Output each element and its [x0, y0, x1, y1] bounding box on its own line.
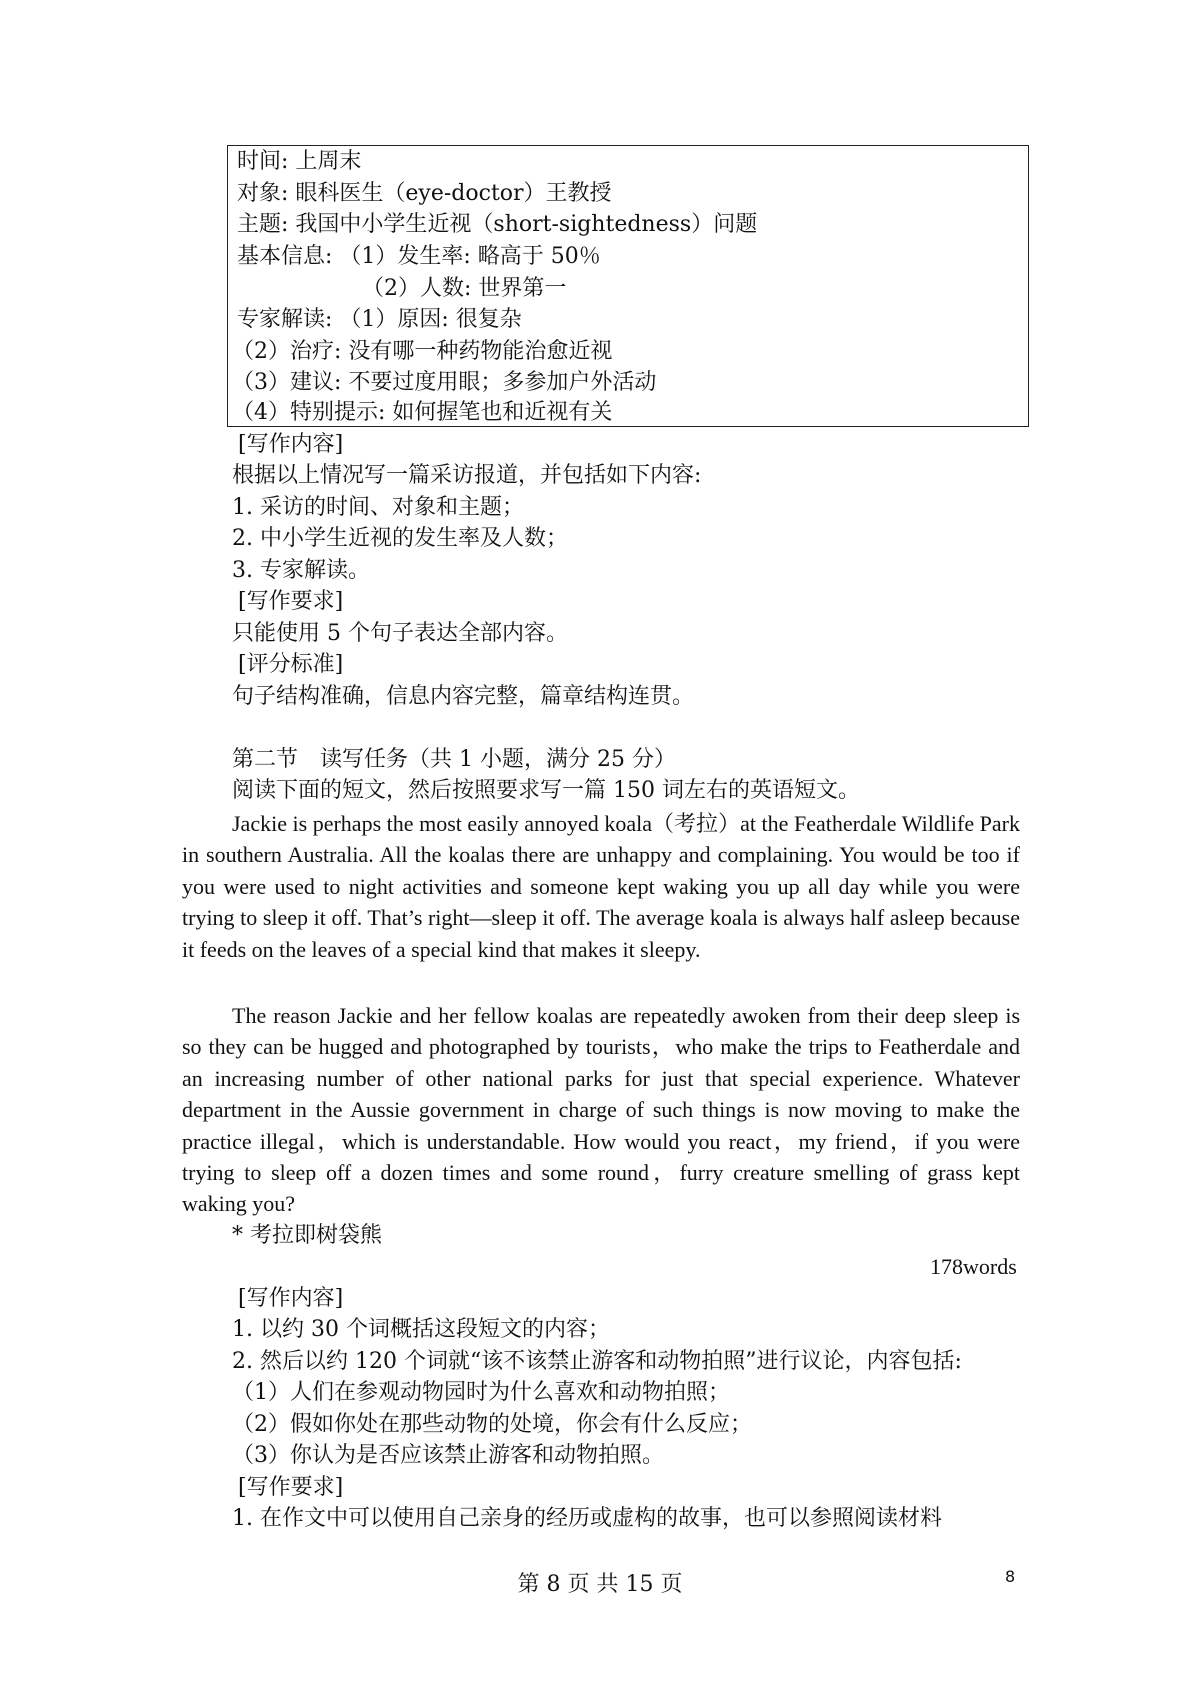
s1-content-item-2: 2. 中小学生近视的发生率及人数；: [232, 526, 568, 551]
s2-content-sub-2: （2）假如你处在那些动物的处境，你会有什么反应；: [232, 1412, 752, 1437]
s2-requirement-heading: [写作要求]: [238, 1475, 344, 1500]
section2-title: 第二节 读写任务（共 1 小题，满分 25 分）: [232, 747, 676, 772]
info-expert-1: 专家解读: （1）原因: 很复杂: [237, 307, 522, 332]
s1-content-item-1: 1. 采访的时间、对象和主题；: [232, 495, 524, 520]
s1-content-item-3: 3. 专家解读。: [232, 558, 370, 583]
s1-content-intro: 根据以上情况写一篇采访报道，并包括如下内容:: [232, 463, 702, 488]
word-count: 178words: [930, 1254, 1017, 1279]
info-basic-2: （2）人数: 世界第一: [362, 276, 567, 301]
s2-requirement-item-1: 1. 在作文中可以使用自己亲身的经历或虚构的故事，也可以参照阅读材料: [232, 1506, 942, 1531]
reading-note: * 考拉即树袋熊: [232, 1223, 382, 1248]
info-expert-3: （3）建议: 不要过度用眼；多参加户外活动: [232, 370, 657, 395]
s2-content-item-1: 1. 以约 30 个词概括这段短文的内容；: [232, 1317, 610, 1342]
info-basic-1: 基本信息: （1）发生率: 略高于 50％: [237, 244, 601, 269]
page-number: 8: [1005, 1567, 1016, 1586]
info-time: 时间: 上周末: [237, 149, 362, 174]
s1-requirement-text: 只能使用 5 个句子表达全部内容。: [232, 621, 568, 646]
info-expert-2: （2）治疗: 没有哪一种药物能治愈近视: [232, 339, 613, 364]
s2-content-sub-1: （1）人们在参观动物园时为什么喜欢和动物拍照；: [232, 1380, 730, 1405]
s1-content-heading: [写作内容]: [238, 432, 344, 457]
info-topic: 主题: 我国中小学生近视（short-sightedness）问题: [237, 212, 758, 237]
s2-content-sub-3: （3）你认为是否应该禁止游客和动物拍照。: [232, 1443, 664, 1468]
info-subject: 对象: 眼科医生（eye-doctor）王教授: [237, 181, 612, 206]
s2-content-item-2: 2. 然后以约 120 个词就“该不该禁止游客和动物拍照”进行议论，内容包括:: [232, 1349, 962, 1374]
s1-requirement-heading: [写作要求]: [238, 589, 344, 614]
s1-criteria-heading: [评分标准]: [238, 652, 344, 677]
reading-paragraph-1: Jackie is perhaps the most easily annoyed koala（考拉）at the Featherdale Wildlife Park in southern Australia. All the koalas there are unhappy and complaining. You would be too if you were used to night activities and someone kept waking you up all day while you were trying to sleep it off. That’s right—sleep it off. The average koala is always half asleep because it feeds on the leaves of a special kind that makes it sleepy.: [182, 811, 1020, 962]
s1-criteria-text: 句子结构准确，信息内容完整，篇章结构连贯。: [232, 684, 695, 709]
s2-content-heading: [写作内容]: [238, 1286, 344, 1311]
section2-instruction: 阅读下面的短文，然后按照要求写一篇 150 词左右的英语短文。: [232, 778, 860, 803]
reading-paragraph-2: The reason Jackie and her fellow koalas are repeatedly awoken from their deep sleep is so they can be hugged and photographed by tourists，who make the trips to Featherdale and an increasing number of other national parks for just that special experience. Whatever department in the Aussie government in charge of such things is now moving to make the practice illegal，which is understandable. How would you react，my friend，if you were trying to sleep off a dozen times and some round，furry creature smelling of grass kept waking you?: [182, 1003, 1020, 1217]
page-footer: 第 8 页 共 15 页: [517, 1572, 683, 1597]
info-expert-4: （4）特别提示: 如何握笔也和近视有关: [232, 400, 613, 425]
